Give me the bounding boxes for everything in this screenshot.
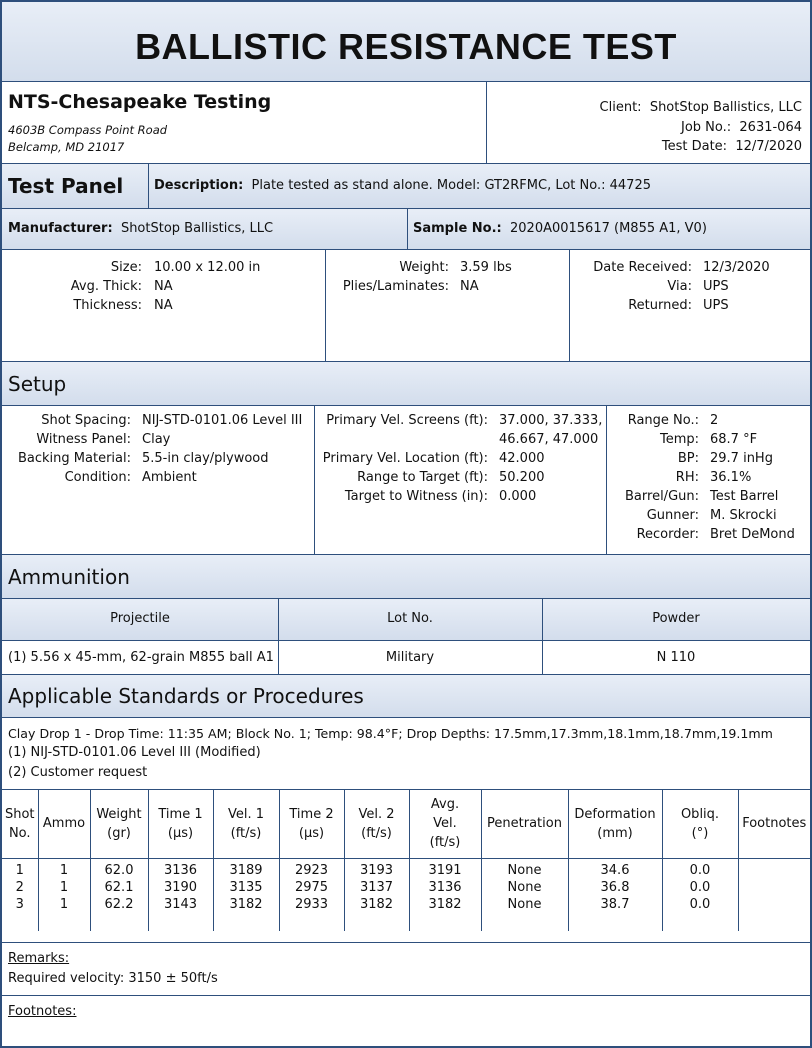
target-witness-value: 0.000 bbox=[499, 489, 537, 504]
header-line: Time 1 bbox=[158, 806, 203, 822]
col-powder: Powder bbox=[652, 611, 700, 626]
shot-cell: 3182 bbox=[409, 897, 481, 931]
client-line: Client: ShotStop Ballistics, LLC bbox=[599, 100, 802, 115]
shots-header-cell bbox=[2, 790, 38, 858]
screens-value-1: 37.000, 37.333, bbox=[499, 413, 603, 428]
col-projectile: Projectile bbox=[110, 611, 170, 626]
returned-label: Returned: bbox=[628, 298, 692, 313]
shot-cell: 3136 bbox=[409, 878, 481, 898]
location-value: 42.000 bbox=[499, 451, 545, 466]
setup-heading: Setup bbox=[8, 372, 67, 396]
standards-heading: Applicable Standards or Procedures bbox=[8, 684, 364, 708]
standard-2: (2) Customer request bbox=[8, 765, 148, 780]
shots-header-cell bbox=[148, 790, 213, 858]
thickness-label: Thickness: bbox=[73, 298, 142, 313]
header-line: (mm) bbox=[597, 825, 633, 841]
shot-cell: 62.2 bbox=[90, 897, 148, 931]
temp-value: 68.7 °F bbox=[710, 432, 758, 447]
ammunition-row bbox=[2, 555, 810, 599]
standards-details bbox=[2, 718, 810, 790]
lab-address-1: 4603B Compass Point Road bbox=[8, 123, 168, 137]
header-line: Obliq. bbox=[680, 806, 720, 822]
header-line: Footnotes bbox=[742, 816, 807, 832]
header-line: (°) bbox=[691, 825, 709, 841]
shot-cell: 1 bbox=[38, 858, 90, 878]
standard-1: (1) NIJ-STD-0101.06 Level III (Modified) bbox=[8, 745, 261, 760]
rh-value: 36.1% bbox=[710, 470, 752, 485]
header-line: (µs) bbox=[298, 825, 325, 841]
recorder-value: Bret DeMond bbox=[710, 527, 795, 542]
backing-label: Backing Material: bbox=[18, 451, 131, 466]
title-bar bbox=[2, 2, 810, 82]
shot-row bbox=[2, 897, 810, 931]
shot-cell: 0.0 bbox=[662, 897, 738, 931]
header-line: Vel. 2 bbox=[358, 806, 395, 822]
client-value: ShotStop Ballistics, LLC bbox=[649, 100, 802, 115]
shot-cell: 3182 bbox=[213, 897, 279, 931]
shots-header-cell bbox=[344, 790, 409, 858]
avg-thick-label: Avg. Thick: bbox=[70, 279, 142, 294]
ammunition-columns bbox=[2, 599, 810, 641]
condition-label: Condition: bbox=[64, 470, 131, 485]
header-line: No. bbox=[8, 825, 31, 841]
shots-header-cell bbox=[481, 790, 568, 858]
header-line: (ft/s) bbox=[230, 825, 262, 841]
shot-spacing-label: Shot Spacing: bbox=[41, 413, 131, 428]
header-line: Deformation bbox=[574, 806, 656, 822]
remarks-label: Remarks: bbox=[8, 951, 70, 966]
screens-label: Primary Vel. Screens (ft): bbox=[326, 413, 488, 428]
header-line: (gr) bbox=[107, 825, 131, 841]
header-line: Avg. bbox=[430, 797, 460, 813]
header-line: (µs) bbox=[167, 825, 194, 841]
panel-details bbox=[2, 250, 810, 362]
screens-value-2: 46.667, 47.000 bbox=[499, 432, 599, 447]
shots-table bbox=[2, 790, 810, 931]
shot-cell: 1 bbox=[2, 858, 38, 878]
range-no-label: Range No.: bbox=[627, 413, 699, 428]
test-panel-row bbox=[2, 164, 810, 209]
avg-thick-value: NA bbox=[154, 279, 173, 294]
header-line: (ft/s) bbox=[361, 825, 392, 841]
shot-cell: 2933 bbox=[279, 897, 344, 931]
temp-label: Temp: bbox=[659, 432, 699, 447]
shots-header-cell bbox=[279, 790, 344, 858]
shots-header-cell bbox=[409, 790, 481, 858]
bp-value: 29.7 inHg bbox=[710, 451, 773, 466]
shot-cell: None bbox=[481, 858, 568, 878]
shots-header-cell bbox=[568, 790, 662, 858]
thickness-value: NA bbox=[154, 298, 173, 313]
shot-cell: 62.0 bbox=[90, 858, 148, 878]
shot-cell bbox=[738, 878, 810, 898]
plies-label: Plies/Laminates: bbox=[342, 279, 449, 294]
description-value: Plate tested as stand alone. Model: GT2RFMC, Lot No.: 44725 bbox=[251, 178, 651, 193]
shot-spacing-value: NIJ-STD-0101.06 Level III bbox=[142, 413, 303, 428]
standards-row bbox=[2, 675, 810, 718]
shot-cell: 62.1 bbox=[90, 878, 148, 898]
remarks-section bbox=[2, 943, 810, 996]
shot-cell: 1 bbox=[38, 897, 90, 931]
shot-row bbox=[2, 878, 810, 898]
test-panel-heading: Test Panel bbox=[8, 174, 124, 198]
header-line: Penetration bbox=[487, 816, 562, 832]
shots-header-cell bbox=[90, 790, 148, 858]
header-line: Time 2 bbox=[289, 806, 334, 822]
shot-cell: None bbox=[481, 878, 568, 898]
shot-cell: 1 bbox=[38, 878, 90, 898]
footnotes-label: Footnotes: bbox=[8, 1004, 77, 1019]
bp-label: BP: bbox=[677, 451, 699, 466]
location-label: Primary Vel. Location (ft): bbox=[322, 451, 488, 466]
shots-header-cell bbox=[38, 790, 90, 858]
shot-cell: 36.8 bbox=[568, 878, 662, 898]
job-line: Job No.: 2631-064 bbox=[681, 120, 802, 135]
shot-cell: 3182 bbox=[344, 897, 409, 931]
ammunition-data bbox=[2, 641, 810, 675]
col-lot: Lot No. bbox=[387, 611, 433, 626]
via-value: UPS bbox=[703, 279, 729, 294]
header-info bbox=[2, 82, 810, 164]
target-witness-label: Target to Witness (in): bbox=[344, 489, 488, 504]
lab-name: NTS-Chesapeake Testing bbox=[8, 91, 272, 113]
rh-label: RH: bbox=[675, 470, 699, 485]
range-target-value: 50.200 bbox=[499, 470, 545, 485]
test-date-value: 12/7/2020 bbox=[735, 139, 802, 154]
shot-cell: 3137 bbox=[344, 878, 409, 898]
plies-value: NA bbox=[460, 279, 479, 294]
setup-row bbox=[2, 362, 810, 406]
header-line: Vel. bbox=[433, 816, 457, 832]
shot-row bbox=[2, 858, 810, 878]
header-line: Ammo bbox=[42, 816, 86, 832]
gunner-value: M. Skrocki bbox=[710, 508, 777, 523]
shot-cell: 34.6 bbox=[568, 858, 662, 878]
shot-cell: 3190 bbox=[148, 878, 213, 898]
shot-cell bbox=[738, 858, 810, 878]
received-value: 12/3/2020 bbox=[703, 260, 770, 275]
size-value: 10.00 x 12.00 in bbox=[154, 260, 261, 275]
range-no-value: 2 bbox=[710, 413, 719, 428]
projectile-value: (1) 5.56 x 45-mm, 62-grain M855 ball A1 bbox=[8, 650, 274, 665]
shot-cell: 3143 bbox=[148, 897, 213, 931]
gunner-label: Gunner: bbox=[646, 508, 699, 523]
shot-cell: 38.7 bbox=[568, 897, 662, 931]
shots-header-cell bbox=[213, 790, 279, 858]
report-title: BALLISTIC RESISTANCE TEST bbox=[135, 26, 677, 67]
witness-label: Witness Panel: bbox=[36, 432, 131, 447]
barrel-label: Barrel/Gun: bbox=[625, 489, 699, 504]
powder-value: N 110 bbox=[656, 650, 696, 665]
shot-cell: 0.0 bbox=[662, 878, 738, 898]
header-line: Shot bbox=[4, 806, 35, 822]
shot-cell: 2975 bbox=[279, 878, 344, 898]
range-target-label: Range to Target (ft): bbox=[357, 470, 488, 485]
shot-cell: 3193 bbox=[344, 858, 409, 878]
shot-cell: 3191 bbox=[409, 858, 481, 878]
weight-value: 3.59 lbs bbox=[460, 260, 512, 275]
header-line: Weight bbox=[96, 806, 142, 822]
shots-header-row bbox=[2, 790, 810, 858]
recorder-label: Recorder: bbox=[636, 527, 699, 542]
via-label: Via: bbox=[667, 279, 692, 294]
lab-address-2: Belcamp, MD 21017 bbox=[8, 140, 125, 154]
manufacturer-line: Manufacturer: ShotStop Ballistics, LLC bbox=[8, 221, 274, 236]
description-line: Description: Plate tested as stand alone. Model: GT2RFMC, Lot No.: 44725 bbox=[154, 178, 651, 193]
shot-cell: 3189 bbox=[213, 858, 279, 878]
shot-cell: 3 bbox=[2, 897, 38, 931]
condition-value: Ambient bbox=[142, 470, 197, 485]
barrel-value: Test Barrel bbox=[710, 489, 779, 504]
shots-header-cell bbox=[662, 790, 738, 858]
manufacturer-row bbox=[2, 209, 810, 250]
shot-cell bbox=[738, 897, 810, 931]
weight-label: Weight: bbox=[399, 260, 449, 275]
witness-value: Clay bbox=[142, 432, 171, 447]
returned-value: UPS bbox=[703, 298, 729, 313]
header-line: Vel. 1 bbox=[227, 806, 265, 822]
shot-cell: 3136 bbox=[148, 858, 213, 878]
shots-section bbox=[2, 790, 810, 943]
shots-header-cell bbox=[738, 790, 810, 858]
shot-cell: 3135 bbox=[213, 878, 279, 898]
header-line: (ft/s) bbox=[429, 835, 461, 851]
shot-cell: 0.0 bbox=[662, 858, 738, 878]
backing-value: 5.5-in clay/plywood bbox=[142, 451, 269, 466]
manufacturer-value: ShotStop Ballistics, LLC bbox=[120, 221, 274, 236]
sample-line: Sample No.: 2020A0015617 (M855 A1, V0) bbox=[413, 221, 707, 236]
sample-value: 2020A0015617 (M855 A1, V0) bbox=[510, 221, 707, 236]
shot-cell: 2923 bbox=[279, 858, 344, 878]
ammunition-heading: Ammunition bbox=[8, 565, 130, 589]
job-value: 2631-064 bbox=[739, 120, 802, 135]
shot-cell: None bbox=[481, 897, 568, 931]
lot-value: Military bbox=[385, 650, 435, 665]
size-label: Size: bbox=[110, 260, 142, 275]
received-label: Date Received: bbox=[593, 260, 692, 275]
remarks-text: Required velocity: 3150 ± 50ft/s bbox=[8, 971, 218, 986]
setup-details bbox=[2, 406, 810, 555]
shot-cell: 2 bbox=[2, 878, 38, 898]
clay-drop-line: Clay Drop 1 - Drop Time: 11:35 AM; Block No. 1; Temp: 98.4°F; Drop Depths: 17.5mm,17.3mm,18.1mm,18.7mm,19.1mm bbox=[8, 726, 773, 741]
test-date-line: Test Date: 12/7/2020 bbox=[661, 139, 802, 154]
